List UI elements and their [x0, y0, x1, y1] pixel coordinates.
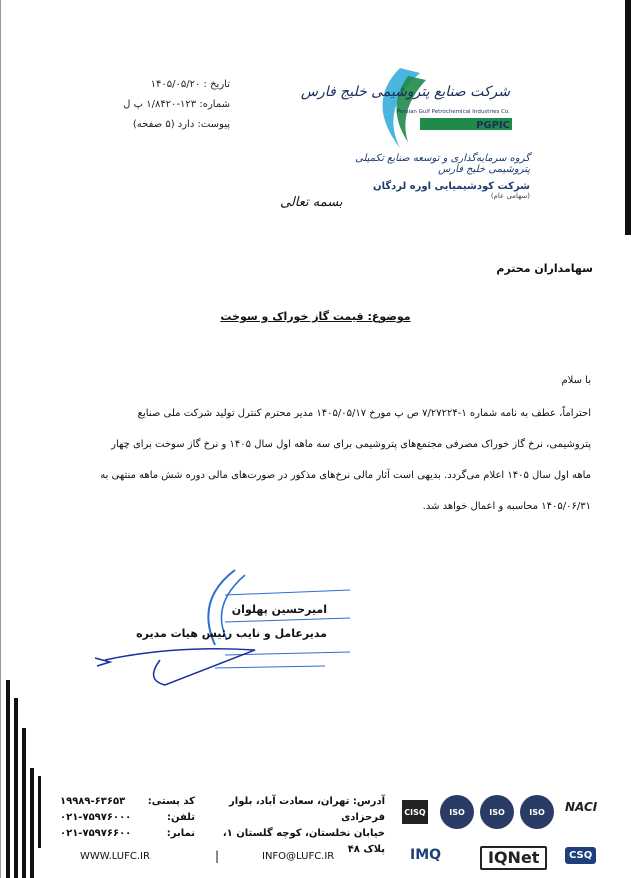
email-link[interactable]: INFO@LUFC.IR: [262, 851, 335, 862]
body-line: ۱۴۰۵/۰۶/۳۱ محاسبه و اعمال خواهد شد.: [422, 501, 591, 512]
footer-rule: [38, 776, 41, 848]
iso-badge-icon: ISO: [520, 795, 554, 829]
cisq-badge-icon: CISQ: [402, 800, 428, 824]
phone-value: ۰۲۱-۷۵۹۷۶۰۰۰: [60, 812, 132, 823]
signature-block: [105, 598, 327, 646]
csq-logo-icon: CSQ: [565, 847, 596, 864]
logo-abbr: PGPIC: [476, 120, 510, 131]
group-line: گروه سرمایه‌گذاری و توسعه صنایع تکمیلی پتروشیمی خلیج فارس: [355, 153, 530, 175]
fax-label: نمابر:: [166, 828, 195, 839]
body-line: ماهه اول سال ۱۴۰۵ اعلام می‌گردد. بدیهی است آثار مالی نرخ‌های مذکور در صورت‌های مالی دوره شش ماهه منتهی به: [100, 470, 591, 481]
greeting: با سلام: [561, 375, 591, 386]
footer-bars: [6, 680, 32, 878]
letter-meta: [70, 75, 230, 135]
footer-separator: |: [215, 849, 220, 863]
iso-badge-icon: ISO: [440, 795, 474, 829]
company-type: (سهامی عام): [490, 192, 530, 200]
contact-info: [60, 794, 195, 842]
address-line: آدرس: تهران، سعادت آباد، بلوار فرحزادی: [229, 796, 385, 823]
date-line: تاریخ : ۱۴۰۵/۰۵/۲۰: [150, 79, 230, 90]
signer-name: امیرحسین پهلوان: [231, 603, 327, 616]
body-line: احتراماً، عطف به نامه شماره ۱-۷/۲۷۲۲۴ ص پ مورخ ۱۴۰۵/۰۵/۱۷ مدیر محترم کنترل تولید شرکت ملی صنایع: [137, 408, 591, 419]
logo-name-en: Persian Gulf Petrochemical Industries Co.: [396, 109, 510, 115]
subject-text: موضوع: قیمت گاز خوراک و سوخت: [220, 310, 411, 323]
address-block: [215, 794, 385, 858]
imq-logo-icon: IMQ: [410, 847, 442, 863]
number-line: شماره: ۱۲۳-۱/۸۴۲۰ پ ل: [123, 99, 230, 110]
phone-label: تلفن:: [166, 812, 195, 823]
naci-logo-icon: NACI: [565, 800, 598, 814]
signer-title: مدیرعامل و نایب رئیس هیات مدیره: [136, 627, 327, 640]
company-name: شرکت کودشیمیایی اوره لردگان: [373, 181, 530, 192]
letter-body: [72, 398, 591, 522]
iqnet-logo-icon: IQNet: [480, 846, 547, 870]
body-line: پتروشیمی، نرخ گاز خوراک مصرفی مجتمع‌های پتروشیمی برای سه ماهه اول سال ۱۴۰۵ و نرخ گاز سوخت برای چهار: [111, 439, 591, 450]
address-line: خیابان نخلستان، کوچه گلستان ۱، پلاک ۴۸: [222, 828, 385, 855]
bismillah: بسمه تعالی: [280, 195, 343, 210]
postal-label: کد پستی:: [147, 796, 195, 807]
page-right-stripe: [625, 0, 631, 235]
logo-subtitle: [340, 153, 530, 200]
logo-name-fa: شرکت صنایع پتروشیمی خلیج فارس: [300, 84, 510, 100]
page-left-border: [0, 0, 1, 878]
pgpic-logo: [300, 58, 520, 158]
fax-value: ۰۲۱-۷۵۹۷۶۶۰۰: [60, 828, 132, 839]
iso-badge-icon: ISO: [480, 795, 514, 829]
addressee: سهامداران محترم: [496, 262, 593, 275]
subject: [0, 310, 631, 323]
website-link[interactable]: WWW.LUFC.IR: [80, 851, 150, 862]
postal-value: ۱۹۹۸۹-۶۳۶۵۳: [60, 796, 126, 807]
attachment-line: پیوست: دارد (۵ صفحه): [132, 119, 230, 130]
